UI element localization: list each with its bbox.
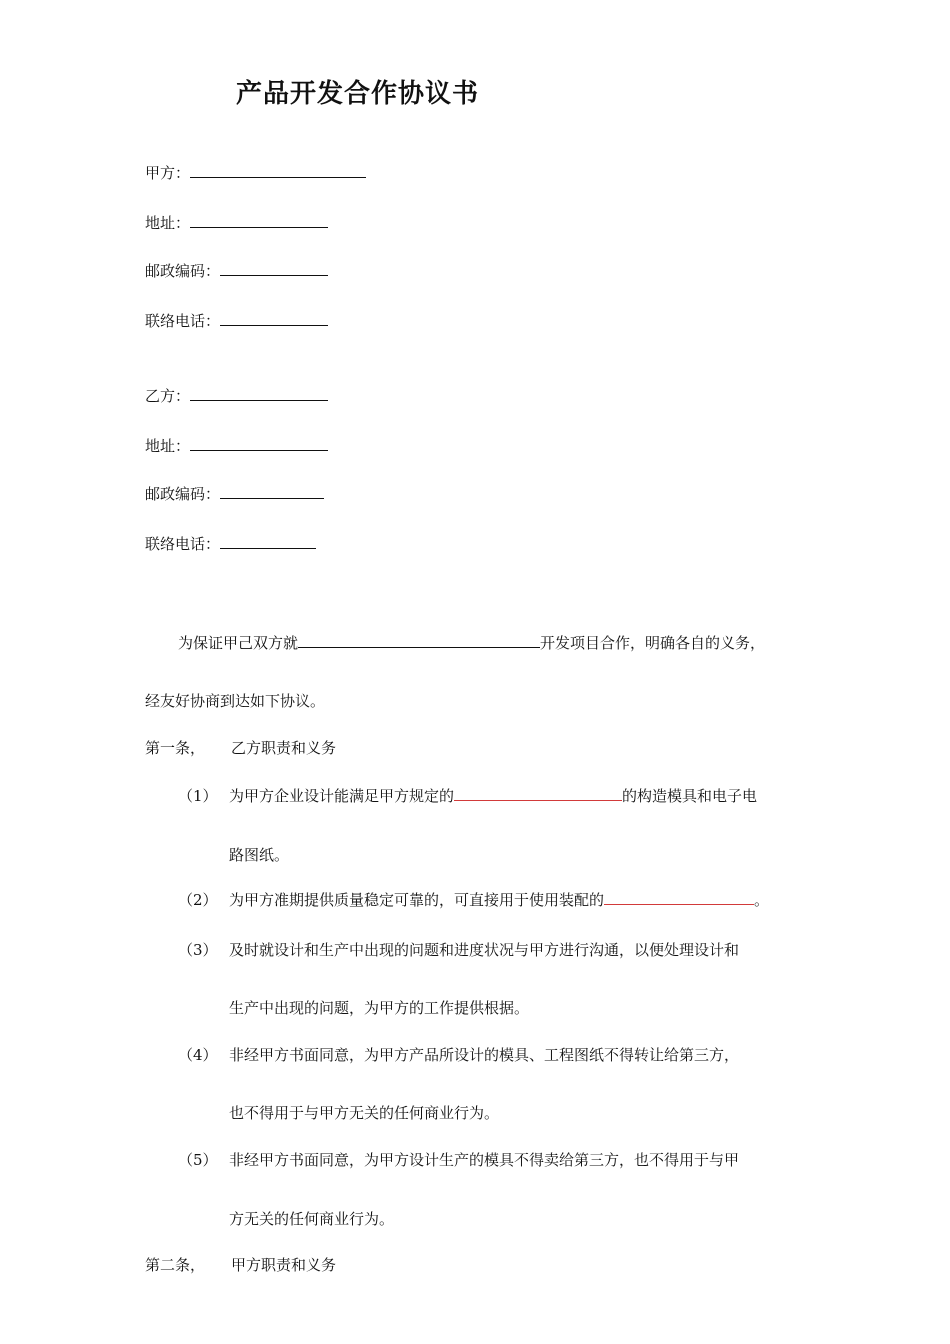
item-1-text-before: 为甲方企业设计能满足甲方规定的 [229, 787, 455, 805]
party-a-postcode-field[interactable] [220, 261, 328, 276]
party-a-phone-field[interactable] [220, 311, 328, 326]
article-1-item-5-line-2: 方无关的任何商业行为。 [229, 1210, 395, 1228]
party-b-postcode-row [145, 484, 324, 504]
item-1-spec-field[interactable] [454, 786, 622, 801]
article-1-item-4-line-1: 非经甲方书面同意，为甲方产品所设计的模具、工程图纸不得转让给第三方， [229, 1046, 740, 1064]
party-b-address-field[interactable] [190, 436, 328, 451]
item-2-product-field[interactable] [604, 890, 754, 905]
party-b-address-row [145, 436, 328, 456]
project-name-field[interactable] [298, 633, 540, 648]
party-a-address-label: 地址： [145, 214, 191, 232]
article-1-item-1-line-1 [229, 786, 757, 806]
article-1-item-4-number: （4） [178, 1046, 218, 1064]
party-b-postcode-field[interactable] [220, 484, 324, 499]
party-b-name-row [145, 386, 328, 406]
article-1-title: 乙方职责和义务 [231, 739, 337, 757]
party-b-name-label: 乙方： [145, 387, 191, 405]
article-1-item-5-line-1: 非经甲方书面同意，为甲方设计生产的模具不得卖给第三方，也不得用于与甲 [229, 1151, 740, 1169]
article-1-item-3-line-1: 及时就设计和生产中出现的问题和进度状况与甲方进行沟通，以便处理设计和 [229, 941, 740, 959]
intro-line-1 [178, 633, 765, 653]
document-title: 产品开发合作协议书 [236, 79, 480, 109]
party-a-phone-row [145, 311, 328, 331]
article-2-number: 第二条， [145, 1256, 206, 1274]
article-1-item-4-line-2: 也不得用于与甲方无关的任何商业行为。 [229, 1104, 500, 1122]
party-b-name-field[interactable] [190, 386, 328, 401]
party-a-postcode-row [145, 261, 328, 281]
article-2-title: 甲方职责和义务 [231, 1256, 337, 1274]
intro-text-before: 为保证甲己双方就 [178, 634, 299, 652]
article-2-heading [145, 1255, 336, 1275]
party-b-phone-field[interactable] [220, 534, 316, 549]
article-1-item-3-line-2: 生产中出现的问题，为甲方的工作提供根据。 [229, 999, 530, 1017]
item-2-text-before: 为甲方准期提供质量稳定可靠的，可直接用于使用装配的 [229, 891, 605, 909]
intro-line-2: 经友好协商到达如下协议。 [145, 692, 326, 710]
party-a-address-field[interactable] [190, 213, 328, 228]
party-b-phone-label: 联络电话： [145, 535, 221, 553]
party-b-postcode-label: 邮政编码： [145, 485, 221, 503]
article-1-item-5-number: （5） [178, 1151, 218, 1169]
party-a-address-row [145, 213, 328, 233]
article-1-item-1-number: （1） [178, 787, 218, 805]
party-b-phone-row [145, 534, 316, 554]
article-1-number: 第一条， [145, 739, 206, 757]
party-a-phone-label: 联络电话： [145, 312, 221, 330]
article-1-item-2-number: （2） [178, 891, 218, 909]
party-a-postcode-label: 邮政编码： [145, 262, 221, 280]
item-1-text-after: 的构造模具和电子电 [622, 787, 758, 805]
item-2-text-after: 。 [754, 891, 770, 909]
party-a-name-field[interactable] [190, 163, 366, 178]
article-1-heading [145, 738, 336, 758]
intro-text-after: 开发项目合作，明确各自的义务， [540, 634, 766, 652]
party-b-address-label: 地址： [145, 437, 191, 455]
article-1-item-2-line-1 [229, 890, 769, 910]
party-a-name-row [145, 163, 366, 183]
article-1-item-3-number: （3） [178, 941, 218, 959]
party-a-name-label: 甲方： [145, 164, 191, 182]
article-1-item-1-line-2: 路图纸。 [229, 846, 290, 864]
